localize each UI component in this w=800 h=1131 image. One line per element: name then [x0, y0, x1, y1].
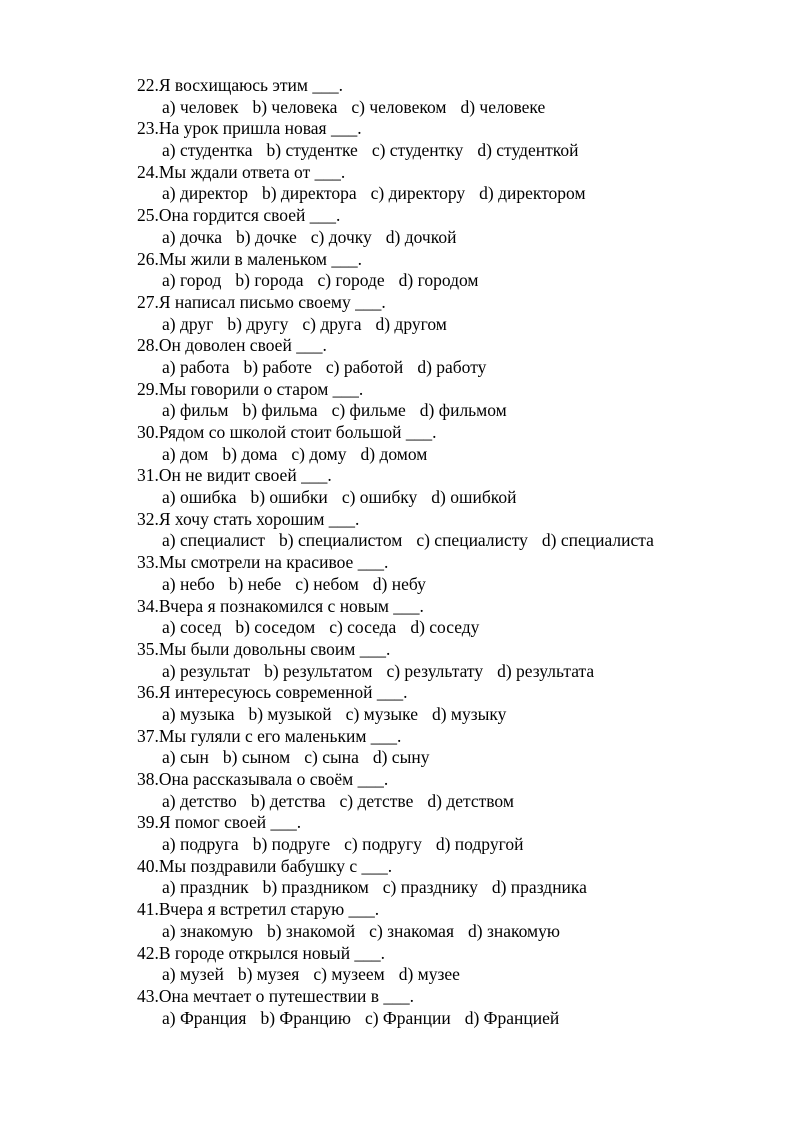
question-text: Мы поздравили бабушку с ___. — [158, 855, 393, 876]
answer-option: c) городе — [317, 270, 385, 291]
answer-option: a) детство — [162, 790, 237, 811]
question-item — [137, 421, 787, 464]
answer-option: d) домом — [360, 443, 428, 464]
question-number: 32. — [137, 508, 159, 529]
question-item — [137, 985, 787, 1028]
question-line — [137, 74, 787, 96]
question-number: 37. — [137, 725, 159, 746]
question-text: Рядом со школой стоит большой ___. — [158, 422, 437, 442]
question-item — [137, 898, 787, 941]
answer-option: b) результатом — [264, 660, 373, 681]
question-line — [137, 421, 787, 443]
answer-option: a) праздник — [162, 877, 249, 898]
answer-option: c) друга — [302, 313, 362, 334]
answer-option: c) директору — [370, 183, 466, 204]
answer-option: b) Францию — [260, 1007, 351, 1028]
question-text: Вчера я встретил старую ___. — [158, 899, 380, 920]
answer-options — [137, 529, 787, 551]
question-item — [137, 204, 787, 247]
question-number: 27. — [137, 291, 159, 312]
answer-option: b) дочке — [235, 226, 297, 247]
question-text: На урок пришла новая ___. — [158, 118, 362, 139]
answer-option: d) другом — [375, 313, 447, 334]
question-text: Мы смотрели на красивое ___. — [158, 552, 389, 573]
answer-option: a) директор — [162, 183, 248, 204]
question-text: Я написал письмо своему ___. — [158, 291, 386, 312]
answer-option: b) города — [235, 270, 304, 291]
question-line — [137, 768, 787, 790]
answer-option: a) дом — [162, 443, 209, 464]
question-text: Я интересуюсь современной ___. — [158, 682, 408, 703]
question-number: 43. — [137, 985, 159, 1006]
answer-option: b) фильма — [242, 400, 318, 421]
question-item — [137, 942, 787, 985]
answer-options — [137, 963, 787, 985]
question-text: Я помог своей ___. — [158, 812, 302, 833]
question-line — [137, 334, 787, 356]
answer-option: a) ошибка — [162, 487, 237, 508]
answer-option: d) соседу — [410, 617, 480, 638]
answer-option: c) результату — [386, 660, 484, 681]
question-line — [137, 942, 787, 964]
answer-option: c) специалисту — [416, 530, 528, 551]
answer-options — [137, 746, 787, 768]
answer-option: b) специалистом — [279, 530, 403, 551]
answer-option: a) человек — [162, 96, 239, 117]
answer-option: d) знакомую — [468, 920, 560, 941]
question-text: Он не видит своей ___. — [158, 465, 332, 486]
answer-option: b) детства — [250, 790, 326, 811]
answer-option: c) музыке — [345, 703, 418, 724]
question-text: Я восхищаюсь этим ___. — [158, 75, 343, 95]
answer-options — [137, 399, 787, 421]
question-line — [137, 898, 787, 920]
answer-option: d) городом — [398, 270, 479, 291]
question-item — [137, 117, 787, 160]
answer-option: d) специалиста — [541, 530, 654, 551]
question-text: Вчера я познакомился с новым ___. — [158, 595, 424, 616]
question-text: Она мечтает о путешествии в ___. — [158, 985, 415, 1006]
answer-option: a) знакомую — [162, 920, 253, 941]
answer-option: c) студентку — [371, 140, 464, 161]
question-line — [137, 985, 787, 1007]
question-item — [137, 638, 787, 681]
answer-option: b) сыном — [222, 747, 291, 768]
question-line — [137, 638, 787, 660]
answer-options — [137, 139, 787, 161]
answer-option: d) Францией — [464, 1007, 560, 1028]
question-number: 24. — [137, 161, 159, 182]
question-item — [137, 595, 787, 638]
answer-option: d) директором — [479, 183, 586, 204]
answer-option: b) праздником — [262, 877, 369, 898]
answer-option: c) детстве — [339, 790, 414, 811]
question-item — [137, 508, 787, 551]
question-item — [137, 74, 787, 117]
question-text: Мы гуляли с его маленьким ___. — [158, 725, 402, 746]
question-line — [137, 378, 787, 400]
answer-options — [137, 833, 787, 855]
answer-option: a) музей — [162, 964, 224, 985]
question-number: 38. — [137, 769, 159, 789]
answer-option: c) знакомая — [369, 920, 454, 941]
answer-option: c) ошибку — [341, 487, 418, 508]
answer-option: a) сосед — [162, 617, 222, 638]
answer-option: d) ошибкой — [431, 487, 517, 508]
question-item — [137, 248, 787, 291]
answer-options — [137, 96, 787, 118]
answer-options — [137, 182, 787, 204]
answer-option: b) соседом — [235, 617, 316, 638]
answer-option: a) Франция — [162, 1007, 247, 1028]
question-text: Мы жили в маленьком ___. — [158, 248, 362, 269]
question-number: 29. — [137, 378, 159, 399]
answer-option: d) подругой — [435, 834, 524, 855]
question-line — [137, 291, 787, 313]
answer-options — [137, 703, 787, 725]
answer-option: a) друг — [162, 313, 214, 334]
answer-options — [137, 920, 787, 942]
answer-options — [137, 616, 787, 638]
answer-option: c) дочку — [310, 226, 372, 247]
answer-option: b) человека — [252, 96, 338, 117]
answer-option: d) человеке — [460, 96, 546, 117]
question-line — [137, 204, 787, 226]
question-number: 23. — [137, 118, 159, 139]
answer-option: b) подруге — [252, 834, 331, 855]
answer-option: d) студенткой — [477, 140, 579, 161]
answer-option: a) специалист — [162, 530, 266, 551]
answer-options — [137, 790, 787, 812]
answer-option: a) студентка — [162, 140, 253, 161]
answer-option: b) музея — [237, 964, 300, 985]
question-line — [137, 681, 787, 703]
answer-options — [137, 876, 787, 898]
answer-option: d) праздника — [491, 877, 587, 898]
question-number: 33. — [137, 552, 159, 573]
answer-option: c) музеем — [313, 964, 385, 985]
answer-options — [137, 443, 787, 465]
answer-option: b) музыкой — [248, 703, 332, 724]
answer-option: a) дочка — [162, 226, 222, 247]
answer-options — [137, 1007, 787, 1029]
question-number: 30. — [137, 422, 159, 442]
answer-option: a) сын — [162, 747, 209, 768]
question-line — [137, 117, 787, 139]
answer-option: a) работа — [162, 356, 230, 377]
answer-option: d) результата — [497, 660, 595, 681]
question-number: 31. — [137, 465, 159, 486]
question-number: 41. — [137, 899, 159, 920]
question-number: 22. — [137, 75, 159, 95]
answer-option: b) дома — [222, 443, 278, 464]
answer-options — [137, 486, 787, 508]
question-line — [137, 551, 787, 573]
answer-option: a) подруга — [162, 834, 239, 855]
answer-option: c) фильме — [331, 400, 406, 421]
question-text: Мы были довольны своим ___. — [158, 638, 391, 659]
answer-option: b) студентке — [266, 140, 358, 161]
question-item — [137, 551, 787, 594]
answer-option: c) небом — [295, 573, 359, 594]
question-text: Она рассказывала о своём ___. — [158, 769, 389, 789]
answer-options — [137, 573, 787, 595]
question-number: 25. — [137, 205, 159, 226]
answer-option: d) детством — [427, 790, 514, 811]
question-line — [137, 464, 787, 486]
question-number: 28. — [137, 335, 159, 356]
question-number: 40. — [137, 855, 159, 876]
answer-option: d) небу — [372, 573, 426, 594]
question-list — [137, 74, 787, 1028]
answer-option: c) работой — [325, 356, 404, 377]
question-number: 26. — [137, 248, 159, 269]
answer-option: b) знакомой — [266, 920, 356, 941]
answer-option: b) небе — [228, 573, 282, 594]
question-number: 36. — [137, 682, 159, 703]
question-item — [137, 855, 787, 898]
answer-option: b) работе — [243, 356, 312, 377]
question-line — [137, 248, 787, 270]
question-item — [137, 161, 787, 204]
question-text: Он доволен своей ___. — [158, 335, 327, 356]
question-item — [137, 334, 787, 377]
question-line — [137, 855, 787, 877]
answer-option: d) музыку — [431, 703, 507, 724]
question-item — [137, 681, 787, 724]
answer-option: b) ошибки — [250, 487, 328, 508]
answer-option: d) музее — [398, 964, 460, 985]
question-item — [137, 464, 787, 507]
answer-option: c) Франции — [364, 1007, 451, 1028]
answer-option: a) фильм — [162, 400, 229, 421]
answer-option: c) подругу — [344, 834, 422, 855]
answer-option: d) фильмом — [419, 400, 507, 421]
answer-option: a) результат — [162, 660, 251, 681]
question-line — [137, 725, 787, 747]
question-text: Мы ждали ответа от ___. — [158, 161, 346, 182]
question-item — [137, 725, 787, 768]
answer-option: c) сына — [304, 747, 359, 768]
answer-option: c) соседа — [329, 617, 397, 638]
question-item — [137, 768, 787, 811]
answer-options — [137, 356, 787, 378]
answer-options — [137, 660, 787, 682]
question-number: 34. — [137, 595, 159, 616]
answer-option: c) празднику — [382, 877, 478, 898]
question-line — [137, 811, 787, 833]
answer-options — [137, 313, 787, 335]
answer-option: a) музыка — [162, 703, 235, 724]
question-item — [137, 291, 787, 334]
answer-option: a) город — [162, 270, 222, 291]
answer-option: d) сыну — [372, 747, 430, 768]
question-item — [137, 378, 787, 421]
answer-option: b) директора — [261, 183, 357, 204]
question-line — [137, 161, 787, 183]
answer-options — [137, 269, 787, 291]
question-line — [137, 595, 787, 617]
question-item — [137, 811, 787, 854]
answer-option: c) дому — [291, 443, 347, 464]
question-text: В городе открылся новый ___. — [158, 942, 386, 963]
question-number: 35. — [137, 638, 159, 659]
question-text: Она гордится своей ___. — [158, 205, 341, 226]
question-text: Мы говорили о старом ___. — [158, 378, 364, 399]
answer-option: d) дочкой — [385, 226, 457, 247]
question-text: Я хочу стать хорошим ___. — [158, 508, 360, 529]
question-number: 42. — [137, 942, 159, 963]
answer-option: a) небо — [162, 573, 215, 594]
question-number: 39. — [137, 812, 159, 833]
answer-option: d) работу — [417, 356, 487, 377]
answer-option: b) другу — [227, 313, 289, 334]
question-line — [137, 508, 787, 530]
answer-option: c) человеком — [351, 96, 447, 117]
answer-options — [137, 226, 787, 248]
